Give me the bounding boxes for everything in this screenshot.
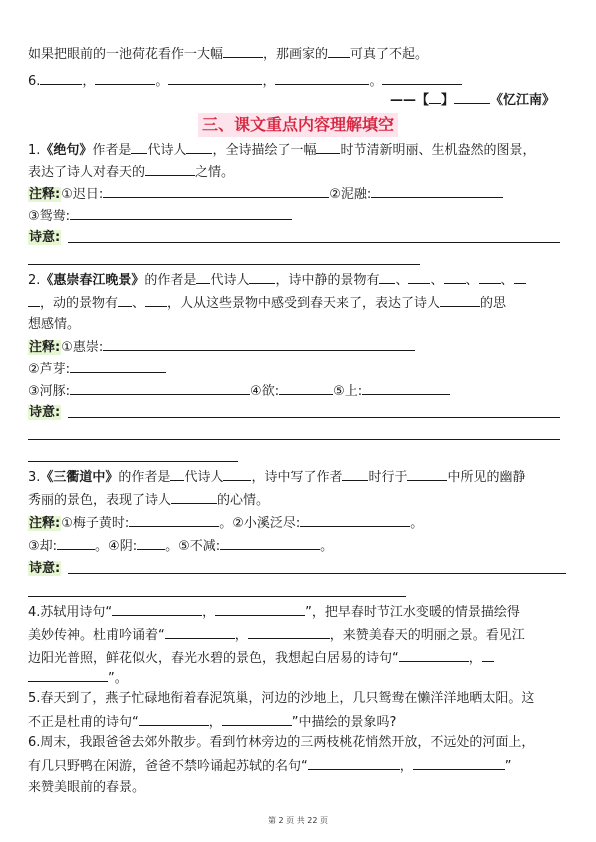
text: 的心情。: [217, 493, 270, 508]
note: ②泥融:: [329, 187, 372, 202]
blank[interactable]: [379, 271, 395, 284]
note: ①惠崇:: [61, 340, 104, 355]
blank[interactable]: [171, 491, 217, 504]
meaning-label: 诗意:: [29, 561, 61, 576]
text: ，人从这些景物中感受到春天来了，表达了诗人: [167, 296, 441, 311]
blank[interactable]: [186, 141, 212, 154]
text: ，: [468, 651, 482, 666]
blank[interactable]: [139, 713, 209, 726]
note: ③河豚:: [28, 384, 71, 399]
text: ，: [399, 759, 413, 774]
text: 代诗人: [210, 273, 250, 288]
text: 之情。: [195, 165, 235, 180]
q1-notes-line1: [28, 185, 503, 204]
note: ①迟日:: [61, 187, 104, 202]
text: ，全诗描绘了一幅: [212, 143, 317, 158]
blank[interactable]: [28, 294, 40, 307]
q4-line1: [28, 603, 520, 622]
text: ，: [262, 74, 276, 89]
text: ”: [504, 759, 512, 774]
text: 的作者是: [144, 273, 197, 288]
text: 可真了不起。: [350, 47, 429, 62]
text: ，动的景物有: [40, 296, 119, 311]
text: 6.周末，我跟爸爸去郊外散步。看到竹林旁边的三两枝桃花悄然开放，不远处的河面上，: [28, 735, 535, 750]
blank[interactable]: [57, 537, 95, 550]
blank[interactable]: [316, 141, 340, 154]
text: ，来赞美春天的明丽之景。看见江: [329, 628, 525, 643]
text: 来赞美眼前的春景。: [28, 780, 146, 795]
text: ，: [82, 74, 96, 89]
blank[interactable]: [249, 271, 275, 284]
answer-line[interactable]: [68, 573, 566, 574]
text: 4.苏轼用诗句“: [28, 605, 113, 620]
blank[interactable]: [70, 382, 250, 395]
blank[interactable]: [382, 72, 462, 85]
text: 如果把眼前的一池荷花看作一大幅: [28, 47, 224, 62]
blank[interactable]: [223, 468, 251, 481]
blank[interactable]: [275, 72, 369, 85]
blank[interactable]: [444, 271, 466, 284]
meaning-label: 诗意:: [29, 405, 61, 420]
blank[interactable]: [454, 91, 490, 104]
blank[interactable]: [170, 468, 184, 481]
q2-line3: [28, 316, 80, 334]
text: 。: [320, 539, 334, 554]
blank[interactable]: [196, 271, 210, 284]
section-heading: [0, 113, 596, 137]
text: 边阳光普照，鲜花似火，春光水碧的景色，我想起白居易的诗句“: [28, 651, 399, 666]
text: 。: [155, 74, 169, 89]
text: 。: [369, 74, 383, 89]
blank[interactable]: [131, 141, 147, 154]
blank[interactable]: [407, 468, 447, 481]
text: ，诗中写了作者: [251, 470, 343, 485]
text: ——【: [390, 93, 430, 108]
q1-meaning: [28, 229, 61, 247]
q1-line1: [28, 141, 535, 160]
page-number: 第 2 页 共 22 页: [268, 816, 328, 825]
poem-title: 《惠崇春江晚景》: [40, 273, 145, 288]
blank[interactable]: [223, 45, 263, 58]
blank[interactable]: [371, 185, 503, 198]
question-number: 6.: [28, 74, 41, 89]
blank[interactable]: [342, 468, 368, 481]
answer-line[interactable]: [68, 417, 560, 418]
text: ，: [234, 628, 248, 643]
blank[interactable]: [165, 626, 235, 639]
blank[interactable]: [222, 713, 292, 726]
section-title: 三、课文重点内容理解填空: [198, 113, 398, 137]
blank[interactable]: [137, 537, 165, 550]
poem-title: 《绝句》: [40, 143, 93, 158]
text: 秀丽的景色，表现了诗人: [28, 493, 172, 508]
answer-line[interactable]: [28, 461, 238, 462]
q4-line3: [28, 649, 494, 668]
blank[interactable]: [168, 72, 262, 85]
answer-line[interactable]: [28, 439, 560, 440]
blank[interactable]: [514, 271, 526, 284]
blank[interactable]: [220, 537, 320, 550]
q6-line2: [28, 757, 512, 776]
q1-notes-line2: [28, 207, 292, 226]
text: 、: [430, 273, 444, 288]
q5-line2: [28, 713, 396, 732]
text: 的思: [480, 296, 507, 311]
q2-line1: [28, 271, 526, 290]
blank[interactable]: [28, 669, 108, 682]
q4-line4: [28, 669, 128, 688]
note: 。④阴:: [95, 539, 138, 554]
answer-line[interactable]: [28, 264, 420, 265]
fill-line-lotus: [28, 45, 428, 64]
q2-notes-line3: [28, 382, 450, 401]
blank[interactable]: [103, 338, 415, 351]
note: ③却:: [28, 539, 58, 554]
note-label: 注释:: [29, 187, 61, 202]
blank[interactable]: [118, 294, 132, 307]
blank[interactable]: [40, 72, 82, 85]
text: 时节清新明丽、生机盎然的图景，: [340, 143, 536, 158]
note: 。②小溪泛尽:: [219, 516, 301, 531]
note: ②芦芽:: [28, 362, 71, 377]
q2-notes-line1: [28, 338, 415, 357]
q5-line1: [28, 690, 534, 708]
blank[interactable]: [479, 271, 501, 284]
text: 、: [500, 273, 514, 288]
poem-title: 《三衢道中》: [40, 470, 119, 485]
text: 、: [395, 273, 409, 288]
q1-line2: [28, 163, 234, 182]
text: 美妙传神。杜甫吟诵着“: [28, 628, 165, 643]
text: 、: [465, 273, 479, 288]
text: 】: [441, 93, 455, 108]
poem-source: [390, 91, 555, 110]
text: 想感情。: [28, 317, 81, 332]
q2-notes-line2: [28, 360, 166, 379]
blank[interactable]: [103, 185, 329, 198]
q2-meaning: [28, 404, 61, 422]
blank[interactable]: [440, 294, 480, 307]
text: ，: [208, 715, 222, 730]
q6-line1: [28, 734, 534, 752]
text: ，: [202, 605, 216, 620]
blank[interactable]: [399, 649, 469, 662]
text: 代诗人: [184, 470, 224, 485]
q2-line2: [28, 294, 506, 313]
note: ③鸳鸯:: [28, 209, 71, 224]
blank[interactable]: [248, 626, 330, 639]
question-6-poem-blanks: [28, 72, 462, 91]
note: 。⑤不减:: [165, 539, 221, 554]
blank[interactable]: [482, 649, 494, 662]
text: 有几只野鸭在闲游，爸爸不禁吟诵起苏轼的名句“: [28, 759, 308, 774]
text: 5.春天到了，燕子忙碌地衔着春泥筑巢，河边的沙地上，几只鸳鸯在懒洋洋地晒太阳。这: [28, 691, 535, 706]
blank[interactable]: [413, 757, 505, 770]
q3-notes-line1: [28, 514, 423, 533]
blank[interactable]: [429, 91, 441, 104]
question-number: 3.: [28, 470, 41, 485]
q3-notes-line2: [28, 537, 333, 556]
text: 、: [132, 296, 146, 311]
q3-line1: [28, 468, 526, 487]
text: 的作者是: [118, 470, 171, 485]
note: ④欲:: [250, 384, 280, 399]
blank[interactable]: [145, 294, 167, 307]
question-number: 2.: [28, 273, 41, 288]
blank[interactable]: [112, 603, 202, 616]
text: ”中描绘的景象吗?: [291, 715, 397, 730]
blank[interactable]: [70, 360, 166, 373]
q3-meaning: [28, 560, 61, 578]
q6-line3: [28, 779, 145, 797]
blank[interactable]: [70, 207, 292, 220]
text: ”，把早春时节江水变暖的情景描绘得: [305, 605, 520, 620]
answer-line[interactable]: [28, 596, 406, 597]
blank[interactable]: [279, 382, 333, 395]
note: ①梅子黄时:: [61, 516, 130, 531]
blank[interactable]: [129, 514, 219, 527]
text: 代诗人: [147, 143, 187, 158]
blank[interactable]: [300, 514, 410, 527]
note-label: 注释:: [29, 516, 61, 531]
text: ，那画家的: [263, 47, 329, 62]
q3-line2: [28, 491, 269, 510]
poem-title: 《忆江南》: [490, 93, 556, 108]
blank[interactable]: [308, 757, 400, 770]
q4-line2: [28, 626, 525, 645]
blank[interactable]: [328, 45, 350, 58]
text: 。: [410, 516, 424, 531]
note: ⑤上:: [333, 384, 363, 399]
blank[interactable]: [145, 163, 195, 176]
text: ”。: [108, 671, 128, 686]
text: 不正是杜甫的诗句“: [28, 715, 139, 730]
text: ，诗中静的景物有: [275, 273, 380, 288]
text: 中所见的幽静: [447, 470, 526, 485]
blank[interactable]: [362, 382, 450, 395]
text: 时行于: [368, 470, 408, 485]
blank[interactable]: [408, 271, 430, 284]
meaning-label: 诗意:: [29, 230, 61, 245]
blank[interactable]: [95, 72, 155, 85]
text: 表达了诗人对春天的: [28, 165, 146, 180]
blank[interactable]: [215, 603, 305, 616]
text: 作者是: [92, 143, 132, 158]
answer-line[interactable]: [68, 242, 560, 243]
note-label: 注释:: [29, 340, 61, 355]
question-number: 1.: [28, 143, 41, 158]
